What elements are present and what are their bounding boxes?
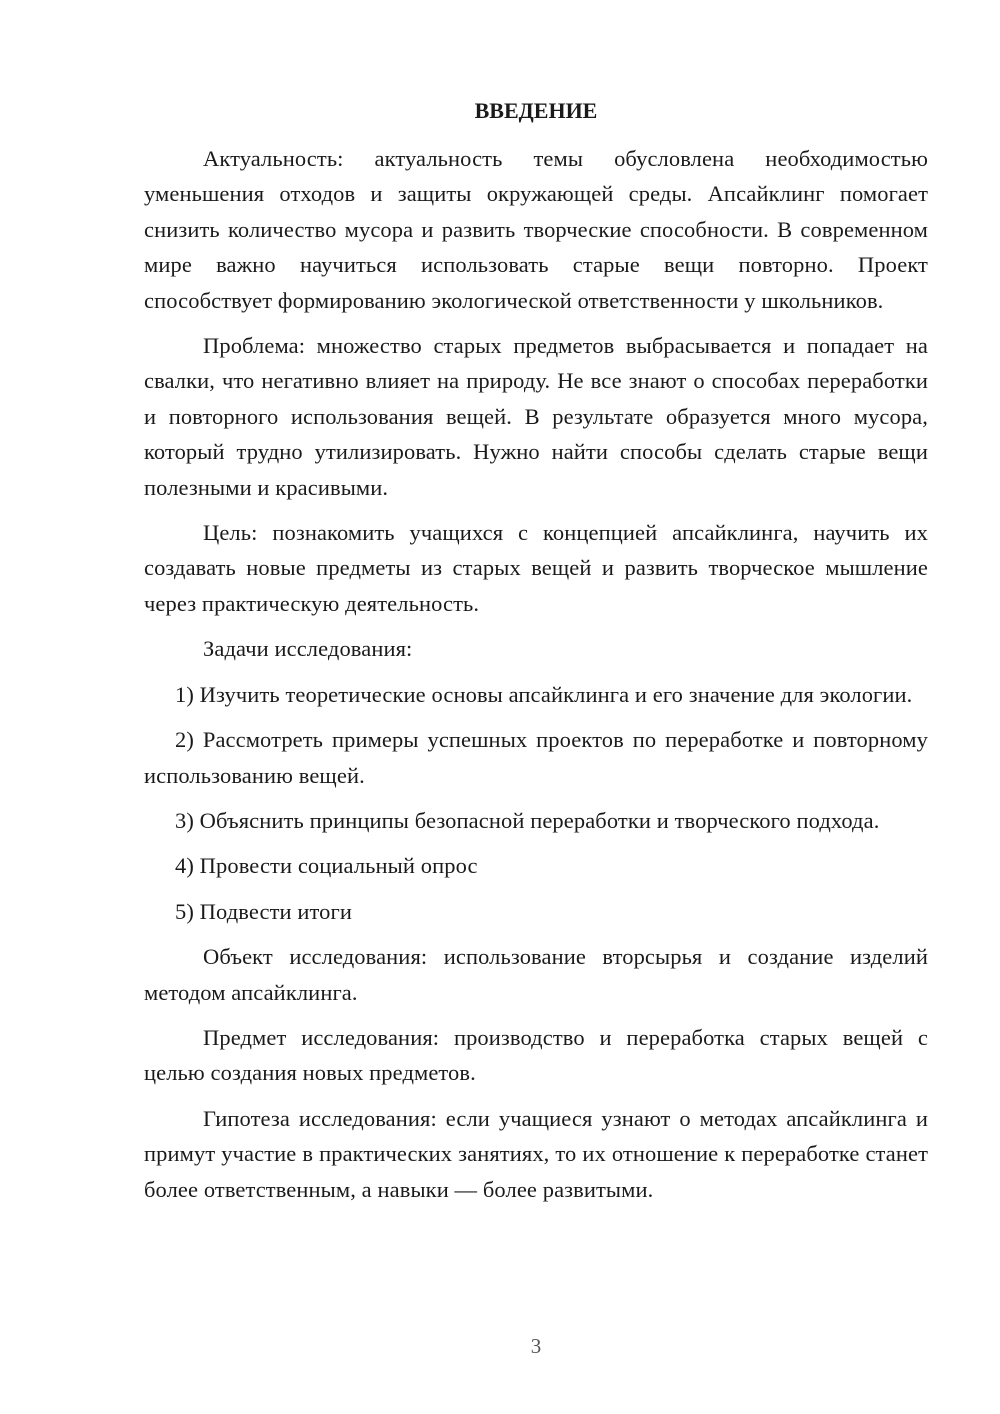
task-item-2: 2) Рассмотреть примеры успешных проектов по переработке и повторному использованию вещей. xyxy=(144,727,928,788)
page-title: ВВЕДЕНИЕ xyxy=(474,98,598,123)
paragraph-subject: Предмет исследования: производство и переработка старых вещей с целью создания новых предметов. xyxy=(144,1024,928,1086)
paragraph-problem: Проблема: множество старых предметов выбрасывается и попадает на свалки, что негативно влияет на природу. Не все знают о способах переработки и повторного использования вещей. В результате образуется много мусора, который трудно утилизировать. Нужно найти способы сделать старые вещи полезными и красивыми. xyxy=(144,333,928,500)
paragraph-relevance: Актуальность: актуальность темы обусловлена необходимостью уменьшения отходов и защиты окружающей среды. Апсайклинг помогает снизить количество мусора и развить творческие способности. В современном мире важно научиться использовать старые вещи повторно. Проект способствует формированию экологической ответственности у школьников. xyxy=(144,146,928,313)
page-number: 3 xyxy=(530,1334,542,1358)
paragraph-tasks-heading: Задачи исследования: xyxy=(203,636,413,662)
paragraph-goal: Цель: познакомить учащихся с концепцией апсайклинга, научить их создавать новые предметы из старых вещей и развить творческое мышление через практическую деятельность. xyxy=(144,520,928,616)
task-item-1: 1) Изучить теоретические основы апсайклинга и его значение для экологии. xyxy=(175,681,913,707)
document-body xyxy=(144,141,928,1207)
task-item-3: 3) Объяснить принципы безопасной переработки и творческого подхода. xyxy=(175,807,880,833)
paragraph-hypothesis: Гипотеза исследования: если учащиеся узнают о методах апсайклинга и примут участие в практических занятиях, то их отношение к переработке станет более ответственным, а навыки — более развитыми. xyxy=(144,1105,928,1202)
task-item-4: 4) Провести социальный опрос xyxy=(175,853,478,879)
paragraph-object: Объект исследования: использование вторсырья и создание изделий методом апсайклинга. xyxy=(144,944,928,1005)
task-item-5: 5) Подвести итоги xyxy=(175,898,352,924)
